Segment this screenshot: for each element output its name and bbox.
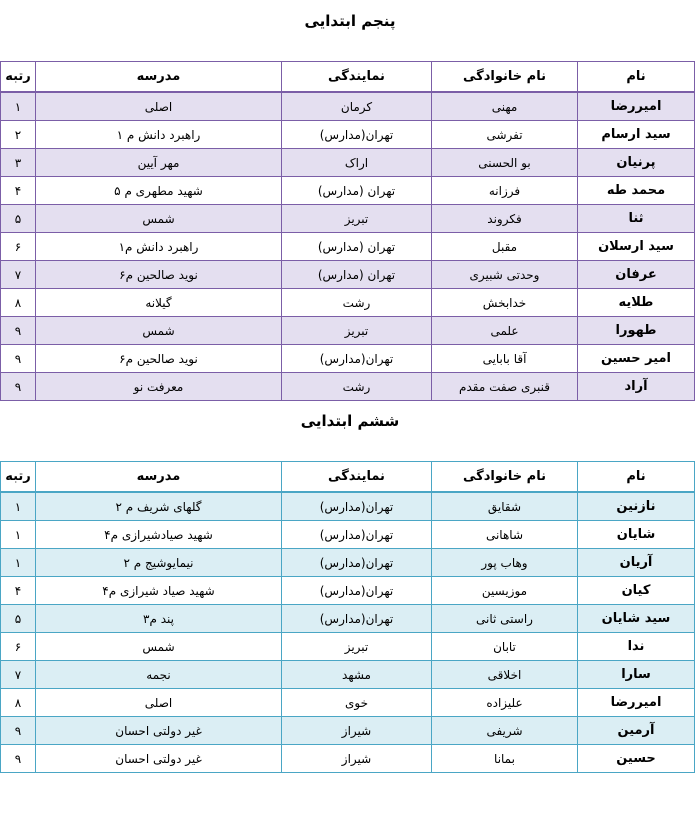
cell-school: غیر دولتی احسان (36, 745, 282, 773)
cell-name: کیان (578, 577, 695, 605)
cell-school: نوید صالحین م۶ (36, 345, 282, 373)
cell-name: پرنیان (578, 149, 695, 177)
cell-rank: ۲ (1, 121, 36, 149)
cell-family: علیزاده (432, 689, 578, 717)
cell-family: تابان (432, 633, 578, 661)
cell-family: فرزانه (432, 177, 578, 205)
table-row (1, 745, 695, 773)
cell-representative: شیراز (282, 745, 432, 773)
cell-school: اصلی (36, 689, 282, 717)
cell-rank: ۴ (1, 177, 36, 205)
cell-family: فکروند (432, 205, 578, 233)
cell-representative: تهران(مدارس) (282, 577, 432, 605)
cell-representative: تهران (مدارس) (282, 261, 432, 289)
cell-name: امیر حسین (578, 345, 695, 373)
cell-rank: ۸ (1, 689, 36, 717)
cell-school: شمس (36, 633, 282, 661)
cell-family: تفرشی (432, 121, 578, 149)
header-rank: رتبه (1, 62, 36, 93)
table-row (1, 317, 695, 345)
table-row (1, 577, 695, 605)
results-table-grade5 (0, 61, 695, 401)
cell-representative: تبریز (282, 205, 432, 233)
cell-school: شهید صیاد شیرازی م۴ (36, 577, 282, 605)
cell-family: شقایق (432, 492, 578, 521)
header-name: نام (578, 62, 695, 93)
table-row (1, 689, 695, 717)
section-title-grade5: پنجم ابتدایی (304, 12, 396, 30)
cell-rank: ۹ (1, 345, 36, 373)
table-row (1, 492, 695, 521)
cell-rank: ۹ (1, 317, 36, 345)
table-row (1, 345, 695, 373)
header-rank: رتبه (1, 462, 36, 493)
cell-representative: تبریز (282, 317, 432, 345)
cell-name: شایان (578, 521, 695, 549)
table-row (1, 521, 695, 549)
cell-rank: ۹ (1, 745, 36, 773)
cell-name: سید شایان (578, 605, 695, 633)
cell-school: نوید صالحین م۶ (36, 261, 282, 289)
cell-family: شاهانی (432, 521, 578, 549)
cell-rank: ۵ (1, 205, 36, 233)
cell-family: مهنی (432, 92, 578, 121)
cell-rank: ۶ (1, 233, 36, 261)
cell-name: سارا (578, 661, 695, 689)
table-row (1, 121, 695, 149)
cell-school: گلهای شریف م ۲ (36, 492, 282, 521)
header-representative: نمایندگی (282, 62, 432, 93)
cell-name: آراد (578, 373, 695, 401)
cell-representative: تهران(مدارس) (282, 121, 432, 149)
header-school: مدرسه (36, 62, 282, 93)
cell-rank: ۱ (1, 92, 36, 121)
cell-rank: ۳ (1, 149, 36, 177)
table-row (1, 373, 695, 401)
cell-rank: ۷ (1, 661, 36, 689)
cell-representative: تهران (مدارس) (282, 177, 432, 205)
cell-name: طهورا (578, 317, 695, 345)
cell-family: بمانا (432, 745, 578, 773)
cell-family: آقا بابایی (432, 345, 578, 373)
table-row (1, 633, 695, 661)
table-row (1, 177, 695, 205)
cell-school: مهر آیین (36, 149, 282, 177)
cell-rank: ۱ (1, 492, 36, 521)
table-row (1, 289, 695, 317)
cell-rank: ۸ (1, 289, 36, 317)
cell-school: نجمه (36, 661, 282, 689)
cell-name: آریان (578, 549, 695, 577)
cell-school: شهید صیادشیرازی م۴ (36, 521, 282, 549)
cell-rank: ۵ (1, 605, 36, 633)
cell-name: سید ارسلان (578, 233, 695, 261)
cell-rank: ۱ (1, 549, 36, 577)
cell-representative: کرمان (282, 92, 432, 121)
cell-family: موزیسین (432, 577, 578, 605)
cell-school: شمس (36, 205, 282, 233)
cell-representative: تهران(مدارس) (282, 605, 432, 633)
cell-name: طلایه (578, 289, 695, 317)
table-header-row (1, 62, 695, 93)
cell-representative: اراک (282, 149, 432, 177)
results-table-grade6 (0, 461, 695, 773)
cell-name: سید ارسام (578, 121, 695, 149)
cell-name: حسین (578, 745, 695, 773)
cell-family: قنبری صفت مقدم (432, 373, 578, 401)
cell-school: راهبرد دانش م۱ (36, 233, 282, 261)
cell-representative: رشت (282, 289, 432, 317)
cell-family: وحدتی شبیری (432, 261, 578, 289)
cell-name: عرفان (578, 261, 695, 289)
table-row (1, 92, 695, 121)
table-row (1, 661, 695, 689)
cell-rank: ۴ (1, 577, 36, 605)
cell-rank: ۱ (1, 521, 36, 549)
cell-school: پند م۳ (36, 605, 282, 633)
cell-family: وهاب پور (432, 549, 578, 577)
header-family: نام خانوادگی (432, 62, 578, 93)
table-row (1, 549, 695, 577)
cell-school: غیر دولتی احسان (36, 717, 282, 745)
cell-representative: تهران(مدارس) (282, 492, 432, 521)
cell-representative: تهران(مدارس) (282, 345, 432, 373)
cell-family: خدابخش (432, 289, 578, 317)
cell-school: شمس (36, 317, 282, 345)
cell-family: اخلاقی (432, 661, 578, 689)
cell-family: بو الحسنی (432, 149, 578, 177)
cell-rank: ۹ (1, 717, 36, 745)
cell-representative: رشت (282, 373, 432, 401)
cell-family: راستی ثانی (432, 605, 578, 633)
cell-name: نازنین (578, 492, 695, 521)
cell-representative: خوی (282, 689, 432, 717)
cell-name: امیررضا (578, 689, 695, 717)
table-row (1, 149, 695, 177)
table-row (1, 605, 695, 633)
cell-representative: تهران (مدارس) (282, 233, 432, 261)
cell-name: امیررضا (578, 92, 695, 121)
cell-name: محمد طه (578, 177, 695, 205)
cell-school: راهبرد دانش م ۱ (36, 121, 282, 149)
cell-school: گیلانه (36, 289, 282, 317)
cell-representative: تهران(مدارس) (282, 521, 432, 549)
cell-rank: ۶ (1, 633, 36, 661)
cell-name: آرمین (578, 717, 695, 745)
header-school: مدرسه (36, 462, 282, 493)
cell-school: معرفت نو (36, 373, 282, 401)
cell-representative: تهران(مدارس) (282, 549, 432, 577)
cell-school: نیمایوشیج م ۲ (36, 549, 282, 577)
table-row (1, 717, 695, 745)
cell-school: شهید مطهری م ۵ (36, 177, 282, 205)
header-family: نام خانوادگی (432, 462, 578, 493)
cell-family: مقبل (432, 233, 578, 261)
header-name: نام (578, 462, 695, 493)
cell-name: ثنا (578, 205, 695, 233)
cell-rank: ۹ (1, 373, 36, 401)
cell-family: علمی (432, 317, 578, 345)
header-representative: نمایندگی (282, 462, 432, 493)
cell-school: اصلی (36, 92, 282, 121)
cell-representative: شیراز (282, 717, 432, 745)
table-header-row (1, 462, 695, 493)
cell-rank: ۷ (1, 261, 36, 289)
cell-family: شریفی (432, 717, 578, 745)
cell-representative: مشهد (282, 661, 432, 689)
cell-name: ندا (578, 633, 695, 661)
table-row (1, 205, 695, 233)
table-row (1, 261, 695, 289)
cell-representative: تبریز (282, 633, 432, 661)
table-row (1, 233, 695, 261)
section-title-grade6: ششم ابتدایی (300, 412, 400, 430)
